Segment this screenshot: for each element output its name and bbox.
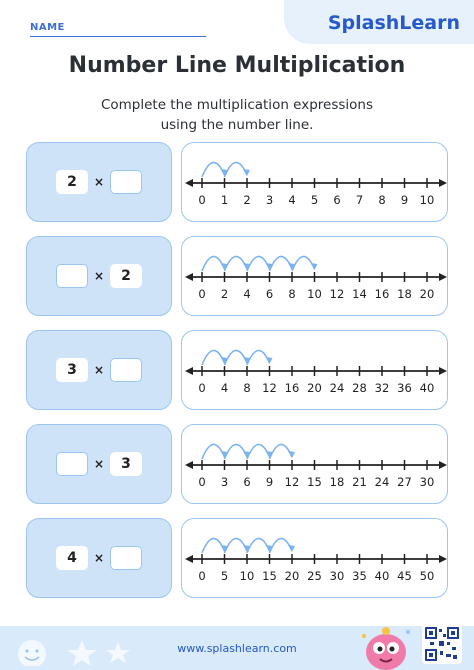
number-line (182, 143, 449, 223)
tick-label: 4 (220, 381, 229, 395)
times-sign: × (93, 551, 105, 565)
arrow-right-icon (439, 461, 447, 469)
tick-label: 3 (265, 193, 274, 207)
multiplication-expression (27, 143, 171, 221)
given-factor: 4 (56, 546, 88, 570)
answer-blank[interactable] (110, 170, 142, 194)
tick-label: 45 (397, 569, 412, 583)
times-sign: × (93, 457, 105, 471)
tick-label: 20 (419, 287, 435, 301)
problem-box (26, 424, 172, 504)
tick-label: 36 (397, 381, 412, 395)
tick-label: 16 (374, 287, 390, 301)
tick-label: 18 (397, 287, 412, 301)
tick-label: 8 (288, 287, 296, 301)
arrow-left-icon (185, 179, 193, 187)
arrow-left-icon (185, 555, 193, 563)
arrow-right-icon (439, 367, 447, 375)
instruction-line: using the number line. (160, 117, 314, 133)
number-line-panel (181, 518, 448, 598)
answer-blank[interactable] (110, 546, 142, 570)
tick-label: 3 (220, 475, 229, 489)
arrow-right-icon (439, 555, 447, 563)
arrow-right-icon (439, 179, 447, 187)
tick-label: 5 (310, 193, 319, 207)
answer-blank[interactable] (56, 264, 88, 288)
tick-label: 0 (198, 193, 206, 207)
problem-box (26, 236, 172, 316)
problem-box (26, 330, 172, 410)
tick-label: 24 (329, 381, 345, 395)
tick-label: 9 (265, 475, 274, 489)
name-line (30, 36, 206, 37)
number-line (182, 331, 449, 411)
tick-label: 7 (355, 193, 364, 207)
times-sign: × (93, 363, 105, 377)
jump-arrowhead-icon (266, 357, 273, 364)
answer-blank[interactable] (56, 452, 88, 476)
tick-label: 30 (419, 475, 435, 489)
tick-label: 28 (352, 381, 367, 395)
number-line-panel (181, 330, 448, 410)
tick-label: 27 (397, 475, 412, 489)
page-title: Number Line Multiplication (68, 53, 406, 78)
arrow-left-icon (185, 461, 193, 469)
tick-label: 8 (378, 193, 386, 207)
tick-label: 0 (198, 569, 206, 583)
tick-label: 0 (198, 287, 206, 301)
tick-label: 21 (352, 475, 367, 489)
tick-label: 24 (374, 475, 390, 489)
tick-label: 30 (329, 569, 345, 583)
tick-label: 12 (262, 381, 277, 395)
tick-label: 16 (284, 381, 300, 395)
name-label: NAME (30, 22, 65, 33)
instructions (0, 95, 474, 135)
tick-label: 25 (307, 569, 322, 583)
tick-label: 15 (307, 475, 322, 489)
given-factor: 2 (110, 264, 142, 288)
number-line (182, 519, 449, 599)
tick-label: 4 (288, 193, 296, 207)
arrow-left-icon (185, 367, 193, 375)
multiplication-expression (27, 425, 171, 503)
multiplication-expression (27, 331, 171, 409)
tick-label: 6 (243, 475, 251, 489)
number-line-panel (181, 142, 448, 222)
tick-label: 1 (220, 193, 229, 207)
problem-box (26, 518, 172, 598)
jump-arrowhead-icon (288, 451, 295, 458)
times-sign: × (93, 269, 105, 283)
tick-label: 40 (374, 569, 390, 583)
tick-label: 2 (220, 287, 229, 301)
arrow-right-icon (439, 273, 447, 281)
tick-label: 50 (419, 569, 435, 583)
tick-label: 9 (400, 193, 409, 207)
number-line (182, 425, 449, 505)
tick-label: 40 (419, 381, 435, 395)
number-line-panel (181, 424, 448, 504)
tick-label: 2 (243, 193, 251, 207)
tick-label: 15 (262, 569, 277, 583)
tick-label: 14 (352, 287, 367, 301)
footer-url[interactable]: www.splashlearn.com (177, 642, 297, 655)
number-line-panel (181, 236, 448, 316)
problem-box (26, 142, 172, 222)
arrow-left-icon (185, 273, 193, 281)
tick-label: 35 (352, 569, 367, 583)
jump-arrowhead-icon (311, 263, 318, 270)
number-line (182, 237, 449, 317)
tick-label: 6 (333, 193, 341, 207)
tick-label: 8 (243, 381, 251, 395)
tick-label: 20 (307, 381, 322, 395)
answer-blank[interactable] (110, 358, 142, 382)
tick-label: 6 (265, 287, 274, 301)
multiplication-expression (27, 237, 171, 315)
tick-label: 10 (239, 569, 255, 583)
tick-label: 18 (329, 475, 345, 489)
tick-label: 32 (374, 381, 390, 395)
qr-code-icon (422, 624, 462, 664)
tick-label: 10 (419, 193, 435, 207)
multiplication-expression (27, 519, 171, 597)
instruction-line: Complete the multiplication expressions (100, 97, 374, 113)
given-factor: 2 (56, 170, 88, 194)
tick-label: 0 (198, 475, 206, 489)
tick-label: 5 (220, 569, 229, 583)
given-factor: 3 (56, 358, 88, 382)
tick-label: 4 (243, 287, 251, 301)
mascot-icon (356, 614, 416, 670)
brand-logo: SplashLearn (327, 12, 460, 34)
tick-label: 12 (329, 287, 345, 301)
jump-arrowhead-icon (288, 545, 295, 552)
given-factor: 3 (110, 452, 142, 476)
tick-label: 0 (198, 381, 206, 395)
tick-label: 12 (284, 475, 300, 489)
times-sign: × (93, 175, 105, 189)
tick-label: 10 (307, 287, 322, 301)
tick-label: 20 (284, 569, 300, 583)
jump-arrowhead-icon (243, 169, 250, 176)
